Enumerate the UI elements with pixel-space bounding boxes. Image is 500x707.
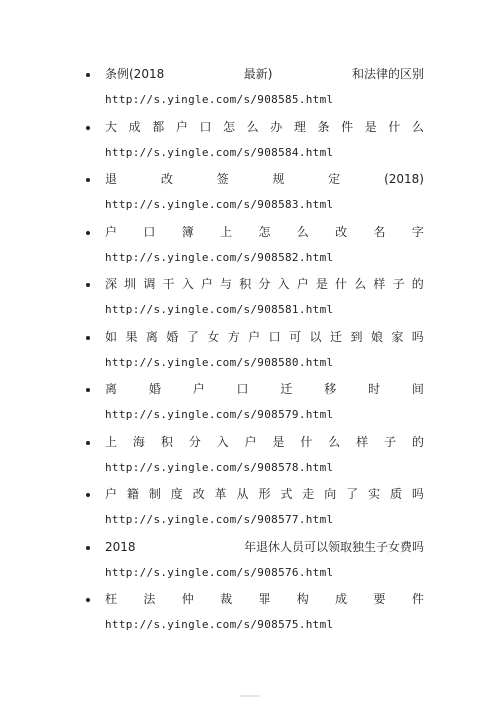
title-text: 样 [373,277,386,291]
title-text: 式 [280,487,293,501]
title-text: 女 [207,329,220,344]
title-text: 规 [272,172,285,186]
title-text: 最新) [243,67,273,81]
bullet-icon [86,598,90,602]
title-text: 怎 [223,119,236,134]
title-text: 的 [411,277,424,291]
title-text: 名 [373,224,386,239]
title-text: 么 [354,277,367,291]
title-text: 度 [170,487,183,501]
title-text: 革 [214,487,227,501]
list-item [86,484,424,537]
item-url[interactable]: http://s.yingle.com/s/908584.html [105,145,334,159]
title-text: 质 [389,487,402,501]
title-text: 走 [302,487,315,501]
title-text: 分 [188,434,201,449]
title-text: 实 [368,487,381,501]
title-text: 簿 [181,224,194,239]
title-text: 户 [105,487,118,501]
title-text: 是 [364,119,377,134]
title-text: 入 [216,434,229,449]
title-text: 户 [248,329,261,344]
title-text: 仲 [181,592,194,606]
bullet-icon [86,283,90,287]
title-text: 到 [350,329,363,344]
title-text: 户 [105,224,118,239]
title-text: (2018) [384,172,424,186]
item-url[interactable]: http://s.yingle.com/s/908576.html [105,565,334,579]
title-text: 年退休人员可以领取独生子女费吗 [243,539,424,554]
title-text: 与 [220,277,233,291]
title-text: 裁 [220,592,233,606]
title-text: 海 [132,434,145,449]
title-text: 户 [192,382,205,396]
title-text: 入 [181,277,194,291]
title-text: 积 [160,434,173,449]
title-text: 移 [324,382,337,396]
title-text: 形 [258,487,271,501]
title-text: 方 [227,329,240,344]
title-text: 户 [175,119,188,134]
title-text: 籍 [126,487,139,501]
title-text: 改 [335,224,348,239]
title-text: 退 [105,172,118,186]
title-text: 离 [105,382,118,396]
item-url[interactable]: http://s.yingle.com/s/908578.html [105,460,334,474]
title-text: 吗 [411,487,424,501]
title-text: 口 [236,382,249,396]
title-text: 如 [105,329,118,344]
title-text: 户 [296,277,309,291]
title-text: 大 [105,119,118,134]
title-text: 件 [341,119,354,134]
title-text: 都 [152,119,165,134]
title-text: 口 [143,224,156,239]
title-text: 迁 [329,329,342,344]
title-text: 是 [272,434,285,449]
title-text: 向 [324,487,337,501]
title-text: 吗 [411,329,424,344]
page-footer-mark [240,695,260,697]
list-item [86,379,424,432]
bullet-icon [86,493,90,497]
bullet-icon [86,178,90,182]
title-text: 户 [244,434,257,449]
bullet-icon [86,388,90,392]
title-text: 改 [192,487,205,501]
list-item [86,64,424,117]
title-text: 上 [220,224,233,239]
item-url[interactable]: http://s.yingle.com/s/908577.html [105,513,334,526]
list-item [86,432,424,485]
title-text: 婚 [166,329,179,344]
title-text: 圳 [124,277,137,291]
title-text: 家 [391,329,404,344]
item-title [105,432,424,452]
title-text: 上 [105,434,118,449]
list-item [86,169,424,222]
title-text: 制 [148,487,161,501]
title-text: 口 [199,119,212,134]
title-text: 么 [328,434,341,449]
title-text: 定 [328,172,341,186]
item-title [105,64,424,84]
title-text: 迁 [280,382,293,396]
title-text: 娘 [370,329,383,344]
item-title [105,274,424,294]
title-text: 条 [317,119,330,134]
title-text: 理 [293,119,306,134]
list-item [86,537,424,590]
list-item [86,589,424,642]
title-text: 么 [246,119,259,134]
title-text: 积 [239,277,252,291]
bullet-icon [86,231,90,235]
title-text: 从 [236,487,249,501]
title-text: 枉 [105,592,118,606]
document-body [86,64,424,642]
title-text: 什 [388,119,401,134]
item-url[interactable]: http://s.yingle.com/s/908581.html [105,303,334,316]
title-text: 签 [216,172,229,186]
title-text: 什 [335,277,348,291]
title-text: 调 [143,277,156,291]
title-text: 子 [392,277,405,291]
title-text: 么 [411,119,424,134]
item-title [105,117,424,137]
title-text: 以 [309,329,322,344]
title-text: 法 [143,592,156,606]
bullet-icon [86,336,90,340]
item-title [105,537,424,557]
title-text: 条例(2018 [105,67,165,81]
item-url[interactable]: http://s.yingle.com/s/908580.html [105,355,334,369]
title-text: 字 [411,224,424,239]
title-text: 分 [258,277,271,291]
item-title [105,169,424,189]
title-text: 果 [125,329,138,344]
title-text: 件 [411,592,424,606]
title-text: 2018 [105,539,136,554]
title-text: 口 [268,329,281,344]
title-text: 离 [145,329,158,344]
title-text: 改 [160,172,173,186]
list-item [86,327,424,380]
title-text: 可 [289,329,302,344]
title-text: 成 [335,592,348,606]
title-text: 的 [411,434,424,449]
item-url[interactable]: http://s.yingle.com/s/908583.html [105,198,334,211]
title-text: 什 [300,434,313,449]
title-text: 户 [200,277,213,291]
title-text: 了 [346,487,359,501]
list-item [86,222,424,275]
title-text: 成 [128,119,141,134]
title-text: 要 [373,592,386,606]
title-text: 么 [296,224,309,239]
title-text: 构 [296,592,309,606]
title-text: 入 [277,277,290,291]
title-text: 样 [356,434,369,449]
item-url[interactable]: http://s.yingle.com/s/908585.html [105,93,334,106]
title-text: 了 [186,329,199,344]
item-url[interactable]: http://s.yingle.com/s/908579.html [105,408,334,421]
list-item [86,117,424,170]
title-text: 罪 [258,592,271,606]
item-title [105,379,424,399]
bullet-icon [86,546,90,550]
bullet-icon [86,441,90,445]
title-text: 间 [411,382,424,396]
title-text: 时 [368,382,381,396]
bullet-icon [86,73,90,77]
item-title [105,484,424,504]
title-text: 是 [315,277,328,291]
title-text: 怎 [258,224,271,239]
item-title [105,589,424,609]
title-text: 干 [162,277,175,291]
item-url[interactable]: http://s.yingle.com/s/908575.html [105,618,334,631]
title-text: 子 [384,434,397,449]
title-text: 办 [270,119,283,134]
title-text: 深 [105,277,118,291]
item-title [105,222,424,242]
list-item [86,274,424,327]
title-text: 和法律的区别 [351,67,424,81]
item-url[interactable]: http://s.yingle.com/s/908582.html [105,250,334,264]
title-text: 婚 [148,382,161,396]
bullet-icon [86,126,90,130]
item-title [105,327,424,347]
